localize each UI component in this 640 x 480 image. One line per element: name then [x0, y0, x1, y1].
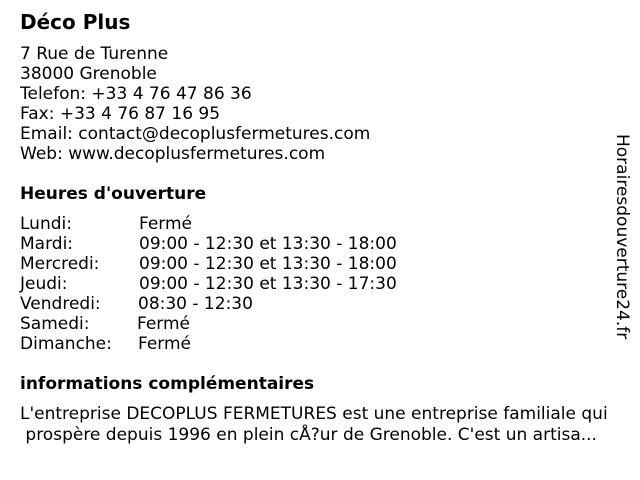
description-line: prospère depuis 1996 en plein cÅ?ur de Grenoble. C'est un artisa... — [20, 425, 597, 445]
day-hours: 09:00 - 12:30 et 13:30 - 18:00 — [139, 254, 397, 274]
site-watermark: Horairesdouverture24.fr — [612, 134, 632, 340]
info-heading: informations complémentaires — [20, 374, 315, 394]
website: Web: www.decoplusfermetures.com — [20, 144, 326, 164]
day-hours: 09:00 - 12:30 et 13:30 - 18:00 — [139, 234, 397, 254]
address-street: 7 Rue de Turenne — [20, 44, 169, 64]
fax-number: Fax: +33 4 76 87 16 95 — [20, 104, 221, 124]
day-hours: 08:30 - 12:30 — [138, 294, 253, 314]
description-line: L'entreprise DECOPLUS FERMETURES est une entreprise familiale qui — [20, 404, 608, 424]
day-hours: 09:00 - 12:30 et 13:30 - 17:30 — [139, 274, 397, 294]
hours-heading: Heures d'ouverture — [20, 184, 207, 204]
day-label: Samedi: — [20, 314, 90, 334]
day-hours: Fermé — [139, 214, 193, 234]
day-label: Jeudi: — [20, 274, 68, 294]
day-hours: Fermé — [137, 314, 191, 334]
contact-block — [20, 44, 370, 164]
business-description — [20, 404, 625, 446]
email-address: Email: contact@decoplusfermetures.com — [20, 124, 371, 144]
day-label: Mercredi: — [20, 254, 100, 274]
day-label: Lundi: — [20, 214, 72, 234]
address-city: 38000 Grenoble — [20, 64, 157, 84]
phone-number: Telefon: +33 4 76 47 86 36 — [20, 84, 252, 104]
business-name: Déco Plus — [20, 10, 131, 34]
day-label: Mardi: — [20, 234, 74, 254]
day-label: Vendredi: — [20, 294, 101, 314]
day-label: Dimanche: — [20, 334, 112, 354]
day-hours: Fermé — [138, 334, 192, 354]
